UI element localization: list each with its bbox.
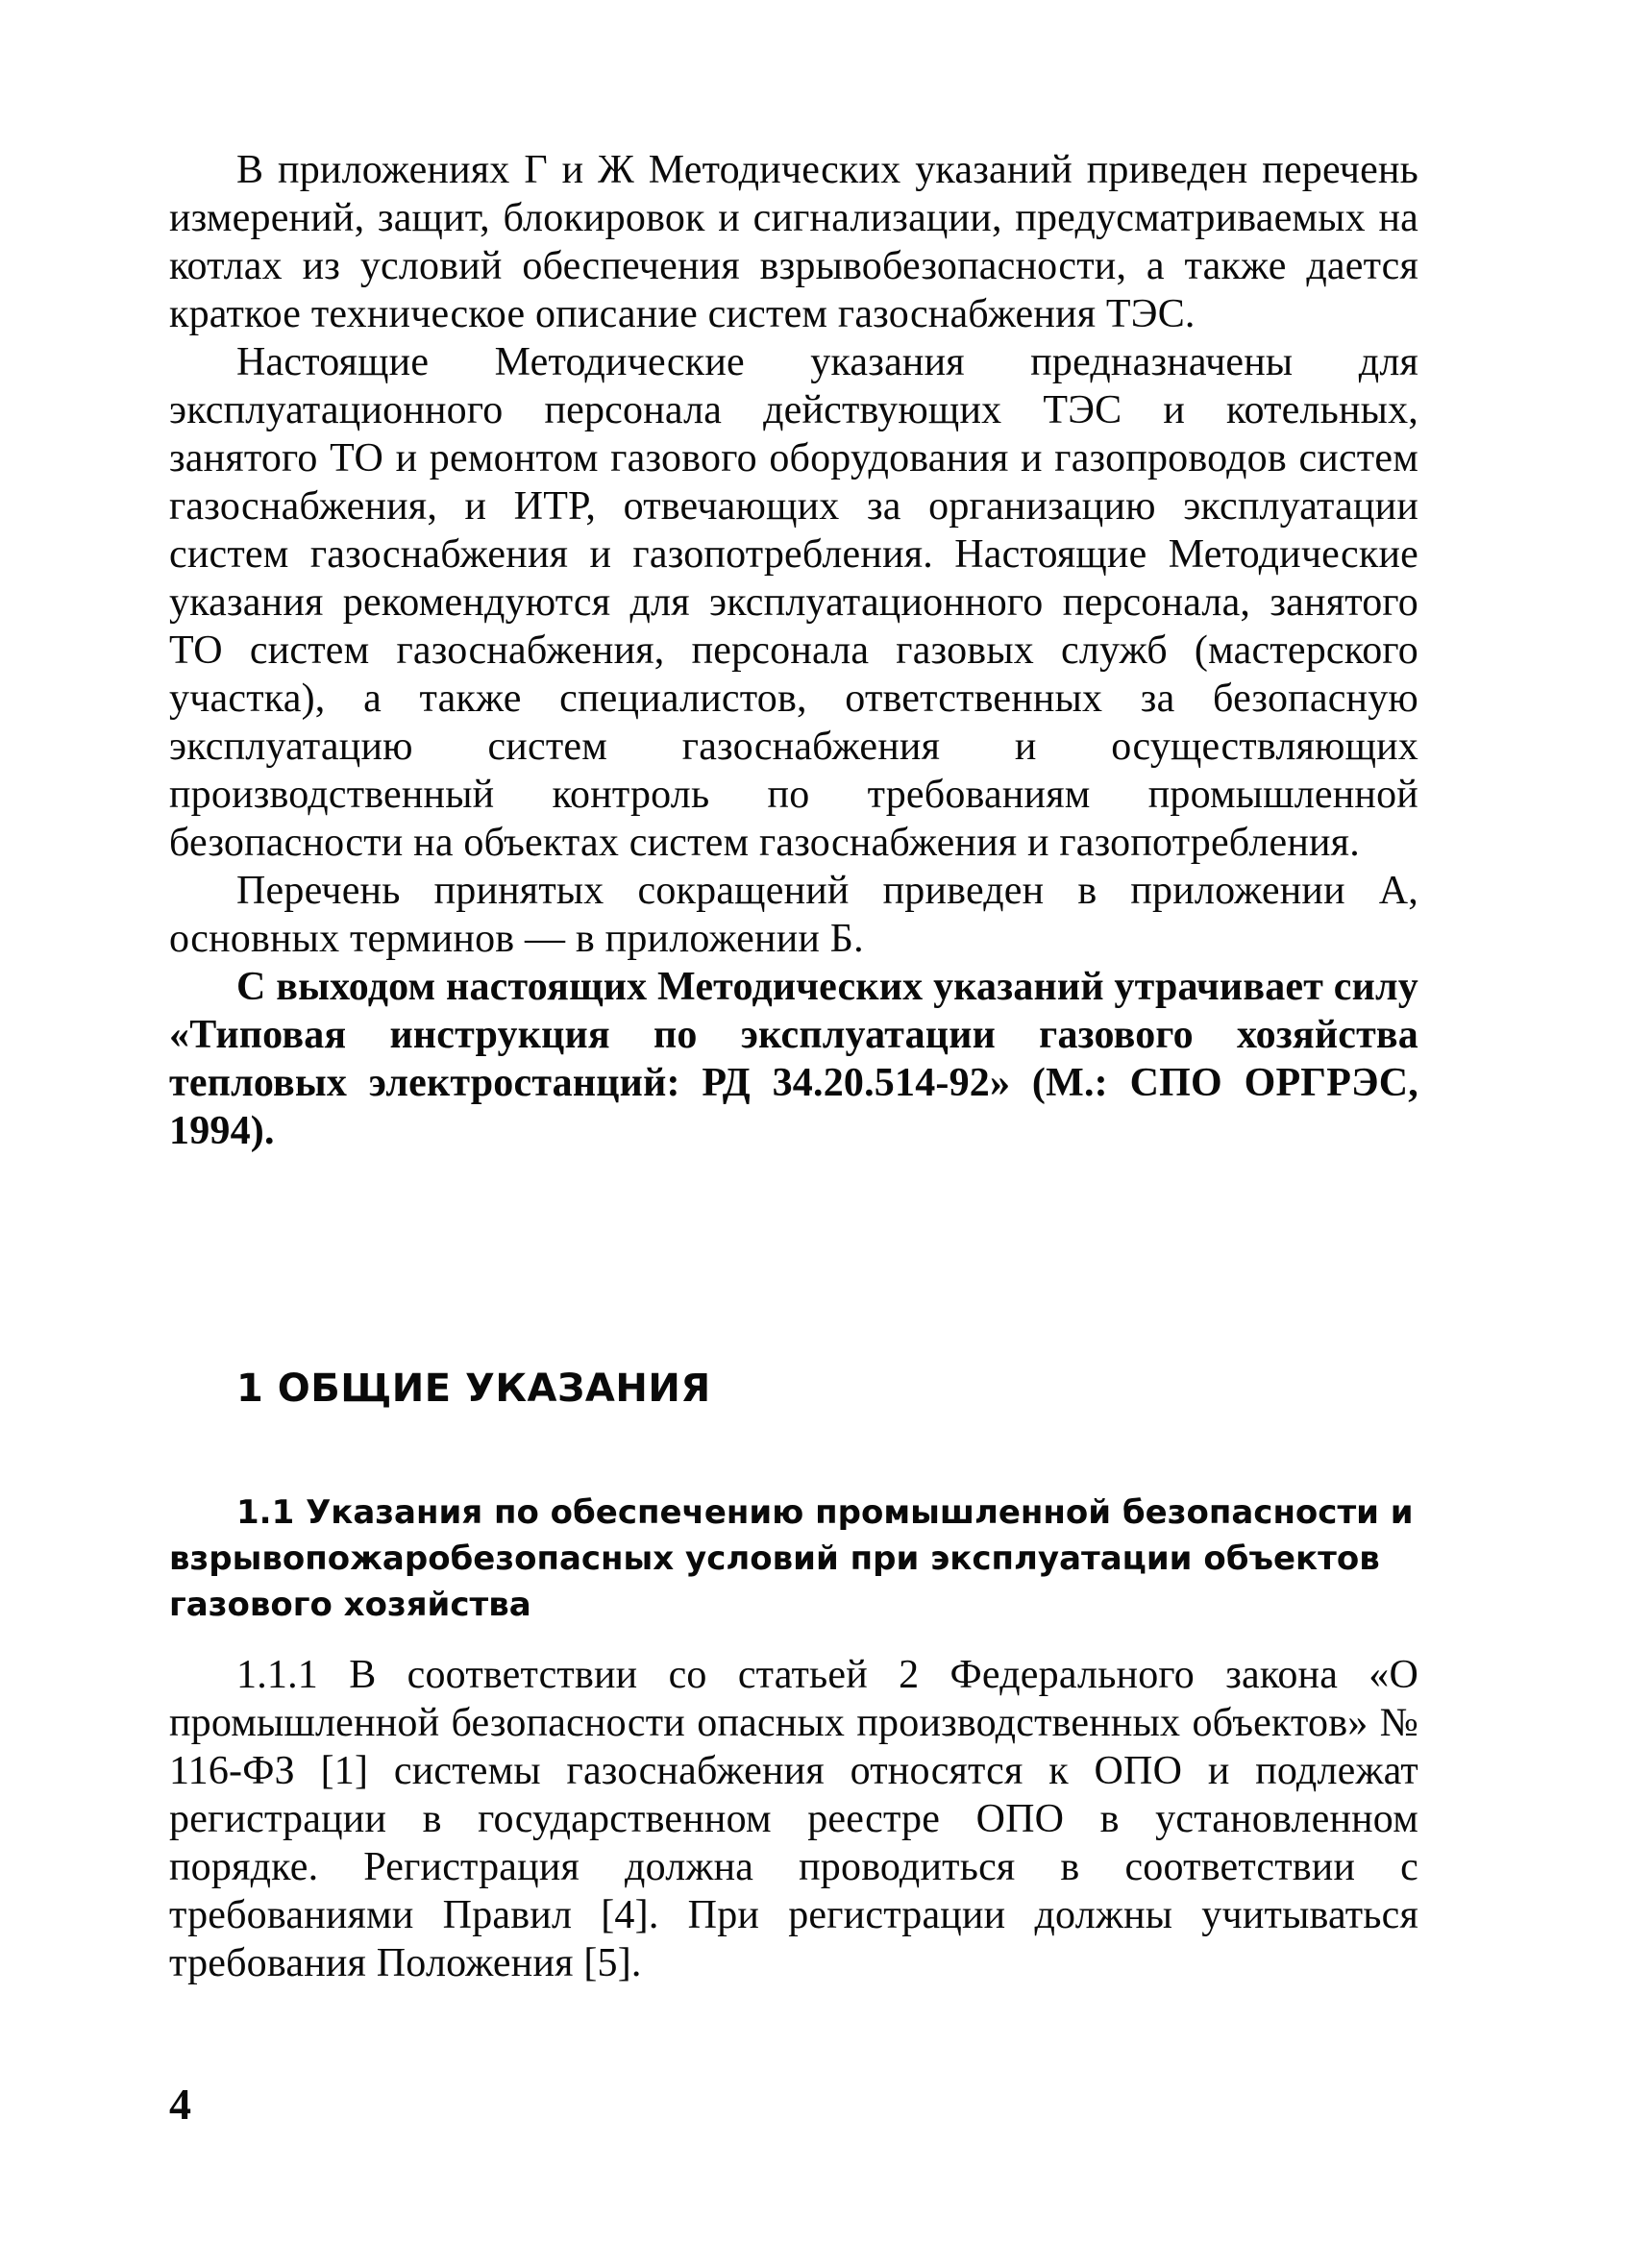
section-title: 1 ОБЩИЕ УКАЗАНИЯ <box>236 1367 711 1411</box>
page-number: 4 <box>169 2080 191 2129</box>
bold-paragraph: С выходом настоящих Методических указаний утрачивает силу «Типовая инструкция по эксплуатации газового хозяйства тепловых электростанций: РД 34.20.514-92» (М.: СПО ОРГРЭС, 1994). <box>169 965 1418 1153</box>
subsection-title: 1.1 Указания по обеспечению промышленной безопасности и взрывопожаробезопасных условий при эксплуатации объектов газового хозяйства <box>169 1493 1414 1624</box>
section-body <box>169 1651 1418 1987</box>
paragraph: 1.1.1 В соответствии со статьей 2 Федерального закона «О промышленной безопасности опасных производственных объектов» № 116-ФЗ [1] системы газоснабжения относятся к ОПО и подлежат регистрации в государственном реестре ОПО в установленном порядке. Регистрация должна проводиться в соответствии с требованиями Правил [4]. При регистрации должны учитываться требования Положения [5]. <box>169 1653 1418 1985</box>
paragraph: В приложениях Г и Ж Методических указаний приведен перечень измерений, защит, блокировок и сигнализации, предусматриваемых на котлах из условий обеспечения взрывобезопасности, а также дается краткое техническое описание систем газоснабжения ТЭС. <box>169 148 1418 336</box>
intro-text <box>169 146 1418 1155</box>
paragraph: Перечень принятых сокращений приведен в приложении А, основных терминов — в приложении Б. <box>169 869 1418 961</box>
paragraph: Настоящие Методические указания предназначены для эксплуатационного персонала действующих ТЭС и котельных, занятого ТО и ремонтом газового оборудования и газопроводов систем газоснабжения, и ИТР, отвечающих за организацию эксплуатации систем газоснабжения и газопотребления. Настоящие Методические указания рекомендуются для эксплуатационного персонала, занятого ТО систем газоснабжения, персонала газовых служб (мастерского участка), а также специалистов, ответственных за безопасную эксплуатацию систем газоснабжения и осуществляющих производственный контроль по требованиям промышленной безопасности на объектах систем газоснабжения и газопотребления. <box>169 340 1418 865</box>
